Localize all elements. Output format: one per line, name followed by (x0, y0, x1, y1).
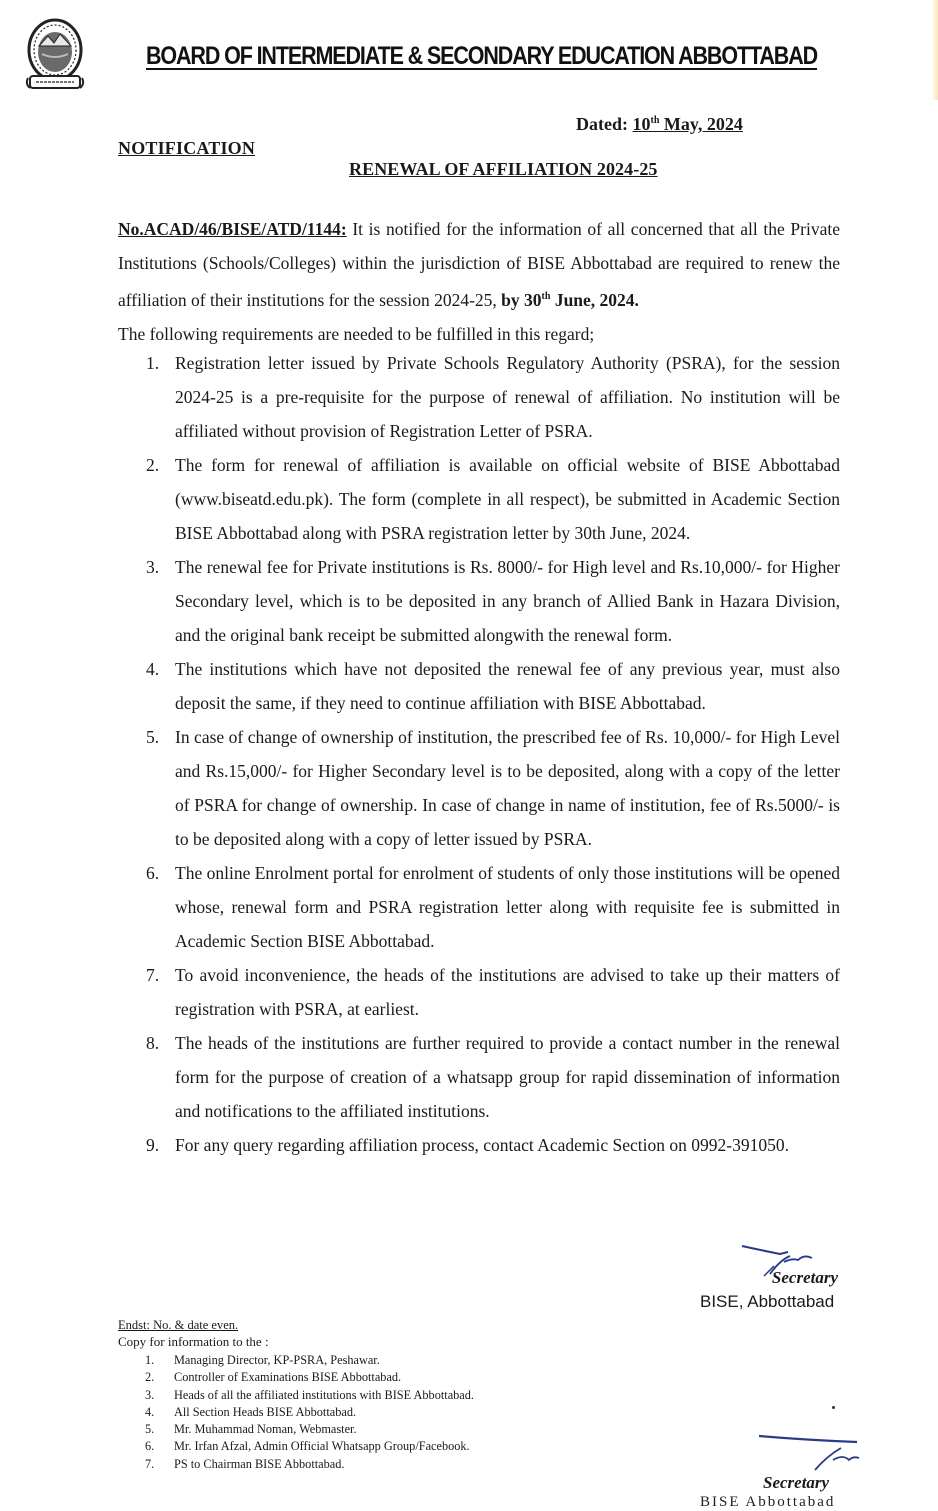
item-text: In case of change of ownership of institution, the prescribed fee of Rs. 10,000/- for High Level and Rs.15,000/- for Higher Secondary level is to be deposited, along with a copy of the letter of PSRA for change of ownership. In case of change in name of institution, fee of Rs.5000/- is to be deposited along with a copy of letter issued by PSRA. (175, 727, 840, 849)
board-title: BOARD OF INTERMEDIATE & SECONDARY EDUCATION ABBOTTABAD (146, 42, 818, 70)
subject-heading: RENEWAL OF AFFILIATION 2024-25 (349, 159, 658, 179)
page-edge-shadow (932, 0, 938, 100)
bise-abbottabad-emblem-icon (20, 16, 90, 96)
item-text: The heads of the institutions are further required to provide a contact number in the renewal form for the purpose of creation of a whatsapp group for rapid dissemination of information and notifications to the affiliated institutions. (175, 1033, 840, 1121)
requirements-list (140, 346, 840, 1162)
dated-label: Dated: (576, 114, 628, 134)
copy-recipients-list (145, 1352, 474, 1473)
item-text: Managing Director, KP-PSRA, Peshawar. (174, 1353, 380, 1367)
recipient-item (145, 1421, 474, 1438)
requirement-item (140, 1026, 840, 1128)
item-number: 7. (146, 965, 160, 985)
deadline-prefix: by 30 (501, 289, 542, 310)
date-day-suffix: th (650, 115, 660, 126)
requirements-lead: The following requirements are needed to be fulfilled in this regard; (118, 323, 595, 344)
recipient-item (145, 1438, 474, 1455)
signatory-title: Secretary (771, 1268, 838, 1287)
copy-to-label: Copy for information to the : (118, 1334, 269, 1349)
date-value (633, 114, 743, 134)
deadline-rest: June, 2024. (550, 289, 639, 310)
item-number: 3. (145, 1387, 155, 1402)
item-number: 9. (146, 1135, 160, 1155)
signatory-title: Secretary (763, 1473, 830, 1492)
item-text: To avoid inconvenience, the heads of the institutions are advised to take up their matters of registration with PSRA, at earliest. (175, 965, 840, 1019)
item-text: The institutions which have not deposited the renewal fee of any previous year, must also deposit the same, if they need to continue affiliation with BISE Abbottabad. (175, 659, 840, 713)
item-number: 8. (146, 1033, 160, 1053)
requirement-item (140, 652, 840, 720)
requirement-item (140, 856, 840, 958)
ink-dot (832, 1406, 835, 1409)
item-number: 1. (145, 1353, 155, 1367)
item-number: 4. (146, 659, 160, 679)
item-text: All Section Heads BISE Abbottabad. (174, 1404, 357, 1419)
requirement-item (140, 448, 840, 550)
signatory-organization: BISE, Abbottabad (700, 1292, 835, 1311)
requirement-item (140, 550, 840, 652)
item-number: 5. (146, 727, 160, 747)
intro-text: It is notified for the information of all concerned that all the Private Institutions (Schools/Colleges) within the jurisdiction of BISE Abbottabad are required to renew the affiliation of their institutions for the session 2024-25, (118, 219, 840, 310)
requirement-item (140, 346, 840, 448)
item-text: The form for renewal of affiliation is available on official website of BISE Abbottabad (www.biseatd.edu.pk). The form (complete in all respect), be submitted in Academic Section BISE Abbottabad along with PSRA registration letter by 30th June, 2024. (175, 455, 840, 543)
item-text: For any query regarding affiliation process, contact Academic Section on 0992-391050. (175, 1135, 789, 1155)
requirement-item (140, 720, 840, 856)
recipient-item (145, 1369, 474, 1386)
requirement-item (140, 1128, 840, 1162)
reference-number: No.ACAD/46/BISE/ATD/1144: (118, 219, 347, 239)
item-text: PS to Chairman BISE Abbottabad. (174, 1456, 345, 1471)
item-number: 6. (146, 863, 160, 883)
recipient-item (145, 1387, 474, 1404)
signature-scribble-icon (755, 1430, 865, 1477)
deadline-suffix: th (541, 291, 551, 302)
intro-paragraph (118, 212, 840, 351)
requirement-item (140, 958, 840, 1026)
item-number: 5. (145, 1422, 155, 1437)
deadline (501, 290, 639, 310)
recipient-item (145, 1456, 474, 1473)
item-text: The renewal fee for Private institutions is Rs. 8000/- for High level and Rs.10,000/- for Higher Secondary level, which is to be deposited in any branch of Allied Bank in Hazara Division, and the original bank receipt be submitted alongwith the renewal form. (175, 557, 840, 645)
date-line (576, 114, 743, 135)
item-number: 3. (146, 557, 160, 577)
date-month-year: May, 2024 (659, 114, 743, 134)
item-number: 1. (146, 353, 160, 373)
item-number: 2. (145, 1370, 155, 1385)
item-text: Mr. Irfan Afzal, Admin Official Whatsapp Group/Facebook. (174, 1439, 470, 1454)
signatory-organization: BISE Abbottabad (700, 1494, 836, 1510)
item-text: The online Enrolment portal for enrolment of students of only those institutions will be opened whose, renewal form and PSRA registration letter along with requisite fee is submitted in Academic Section BISE Abbottabad. (175, 863, 840, 951)
item-number: 4. (145, 1404, 155, 1419)
recipient-item (145, 1352, 474, 1369)
item-text: Mr. Muhammad Noman, Webmaster. (174, 1422, 357, 1437)
recipient-item (145, 1404, 474, 1421)
item-number: 6. (145, 1439, 155, 1454)
item-text: Heads of all the affiliated institutions with BISE Abbottabad. (174, 1387, 474, 1402)
date-day: 10 (632, 114, 651, 134)
endorsement-label: Endst: No. & date even. (118, 1318, 239, 1332)
item-number: 2. (146, 455, 160, 475)
item-number: 7. (145, 1456, 155, 1471)
item-text: Registration letter issued by Private Schools Regulatory Authority (PSRA), for the session 2024-25 is a pre-requisite for the purpose of renewal of affiliation. No institution will be affiliated without provision of Registration Letter of PSRA. (175, 353, 840, 441)
notification-heading: NOTIFICATION (118, 138, 256, 158)
item-text: Controller of Examinations BISE Abbottabad. (174, 1370, 402, 1385)
